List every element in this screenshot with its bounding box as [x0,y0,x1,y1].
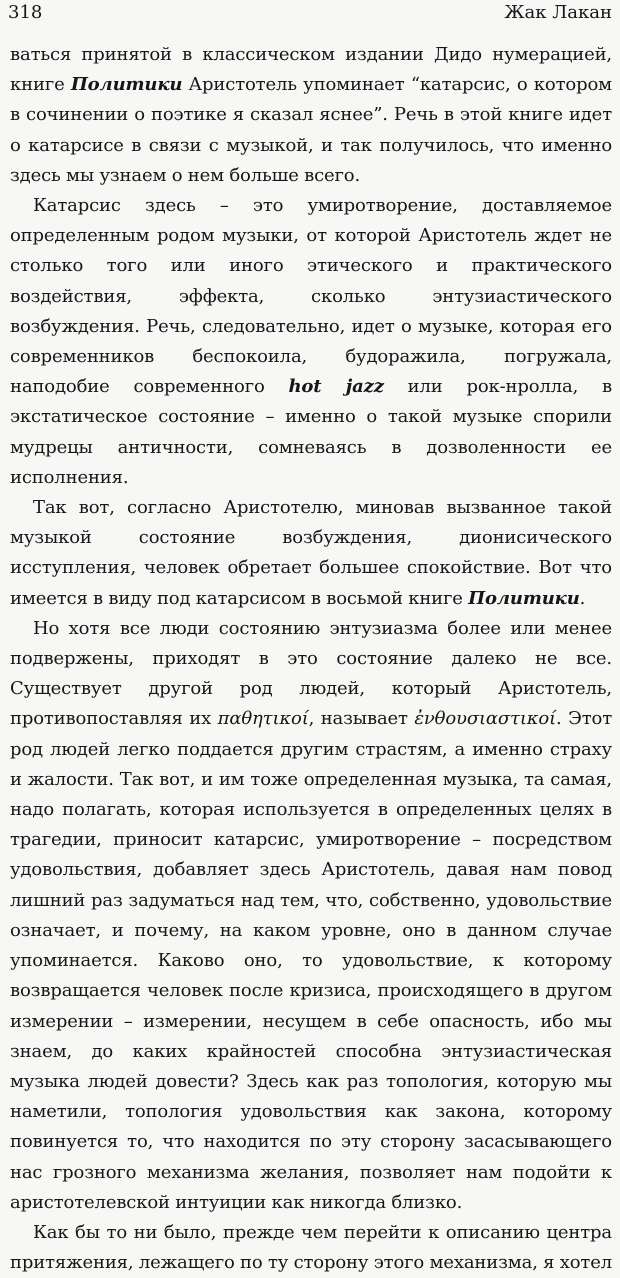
page-header [8,0,612,32]
text-run: Аристотель упоминает “катарсис, о котором в сочинении о поэтике я сказал яснее”. Речь в этой книге идет о катарсисе в связи с музыкой, и так получилось, что именно здесь мы узнаем о нем больше всего. [10,74,612,186]
paragraph [10,191,612,493]
running-head: Жак Лакан [504,2,612,23]
text-run: . [579,587,586,609]
text-run: Как бы то ни было, прежде чем перейти к описанию центра притяжения, лежащего по ту сторону этого механизма, я хотел [10,1221,613,1274]
text-run: Но хотя все люди состоянию энтузиазма более или менее подвержены, приходят в это состояние далеко не все. Существует другой род людей, который Аристотель, противопоставляя их [10,617,612,730]
text-run: ваться принятой в классическом издании Дидо нумерацией, книге [10,44,612,96]
emphasis-text: Политики [468,587,580,609]
emphasis-text: Политики [70,74,183,96]
body-text [10,40,612,1278]
text-run: , называет [308,708,415,730]
emphasis-text: hot jazz [288,376,384,398]
text-run: Так вот, согласно Аристотелю, миновав вызванное такой музыкой состояние возбуждения, дионисического исступления, человек обретает большее спокойствие. Вот что имеется в виду под катарсисом в восьмой книге [10,497,612,609]
paragraph [10,1218,612,1278]
page-number: 318 [8,2,43,23]
text-run: Катарсис здесь – это умиротворение, доставляемое определенным родом музыки, от которой Аристотель ждет не столько того или иного этического и практического воздействия, эффекта, сколько энтузиастического возбуждения. Речь, следовательно, идет о музыке, которая его современников беспокоила, будоражила, погружала, наподобие современного [10,195,612,398]
greek-term: ἐνθουσιαστικοί [414,708,556,730]
paragraph [10,614,612,1218]
paragraph [10,40,612,191]
greek-term: παθητικοί [217,708,309,730]
text-run: или рок-нролла, в экстатическое состояние – именно о такой музыке спорили мудрецы античности, сомневаясь в дозволенности ее исполнения. [10,376,612,488]
paragraph [10,493,612,614]
text-run: . Этот род людей легко поддается другим страстям, а именно страху и жалости. Так вот, и им тоже определенная музыка, та самая, надо полагать, которая используется в определенных целях в трагедии, приносит катарсис, умиротворение – посредством удовольствия, добавляет здесь Аристотель, давая нам повод лишний раз задуматься над тем, что, собственно, удовольствие означает, и почему, на каком уровне, оно в данном случае упоминается. Каково оно, то удовольствие, к которому возвращается человек после кризиса, происходящего в другом измерении – измерении, несущем в себе опасность, ибо мы знаем, до каких крайностей способна энтузиастическая музыка людей довести? Здесь как раз топология, которую мы наметили, топология удовольствия как закона, которому повинуется то, что находится по эту сторону засасывающего нас грозного механизма желания, позволяет нам подойти к аристотелевской интуиции как никогда близко. [10,708,613,1213]
